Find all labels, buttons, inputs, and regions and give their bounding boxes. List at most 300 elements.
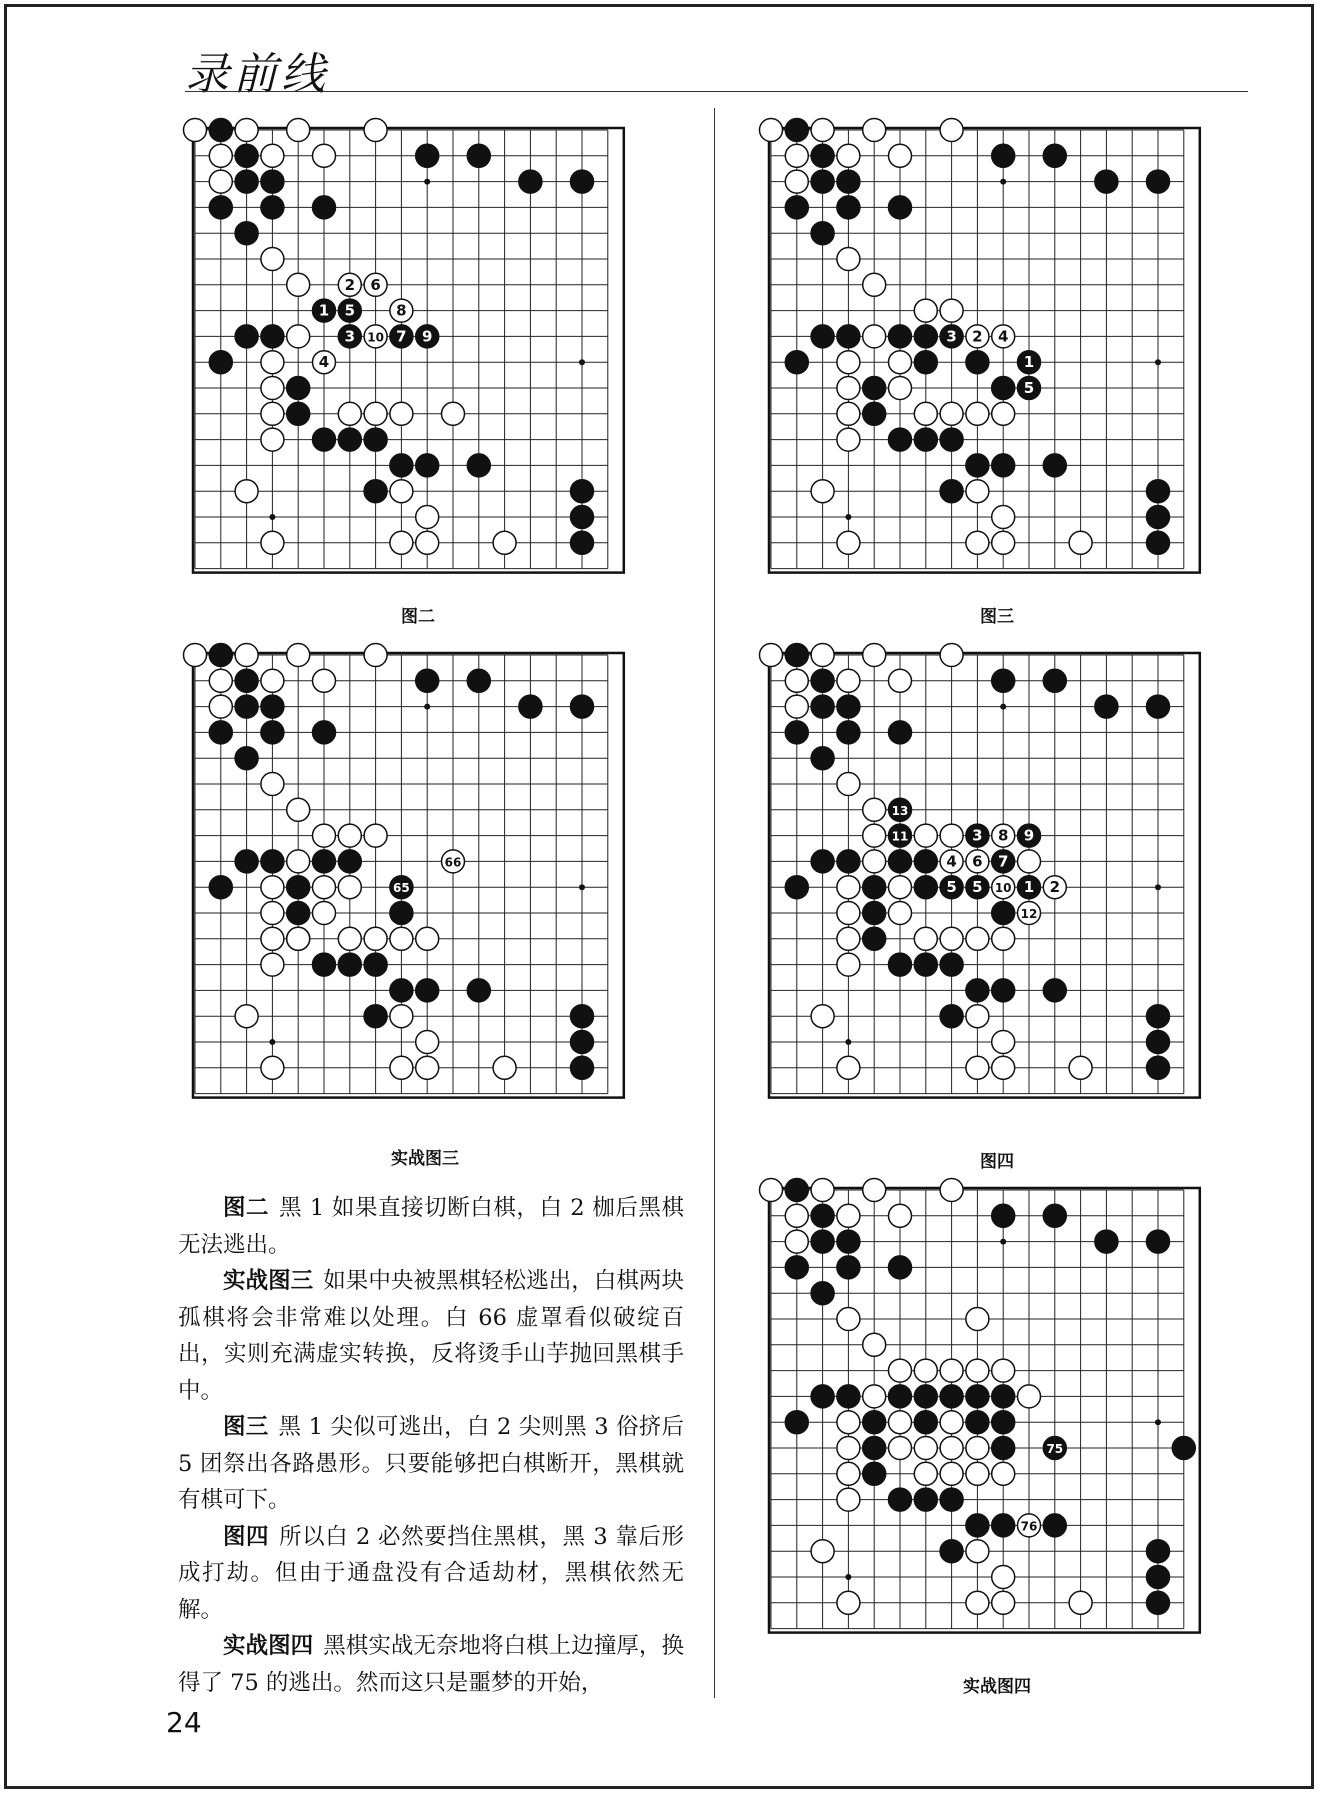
go-board-real3 <box>180 640 641 1117</box>
black-stone <box>940 953 963 976</box>
white-stone <box>811 480 834 503</box>
black-stone <box>992 1514 1015 1537</box>
white-stone <box>261 772 284 795</box>
black-stone <box>416 144 439 167</box>
white-stone <box>863 850 886 873</box>
white-stone <box>966 1307 989 1330</box>
black-stone <box>837 850 860 873</box>
black-stone <box>209 118 232 141</box>
black-stone <box>570 695 593 718</box>
white-stone <box>888 901 911 924</box>
caption-fig2: 图二 <box>401 607 435 627</box>
black-stone <box>1146 1030 1169 1053</box>
black-stone <box>888 850 911 873</box>
white-stone <box>235 480 258 503</box>
white-stone <box>287 927 310 950</box>
white-stone <box>235 643 258 666</box>
black-stone <box>837 721 860 744</box>
white-stone <box>966 1436 989 1459</box>
black-stone <box>467 669 490 692</box>
white-stone <box>811 643 834 666</box>
black-stone <box>992 376 1015 399</box>
white-stone <box>863 798 886 821</box>
white-stone <box>261 376 284 399</box>
black-stone <box>811 850 834 873</box>
white-stone <box>1069 1591 1092 1614</box>
white-stone <box>914 1462 937 1485</box>
black-stone <box>1043 979 1066 1002</box>
black-stone <box>785 643 808 666</box>
move-number-label: 4 <box>318 353 330 372</box>
black-stone <box>888 721 911 744</box>
white-stone <box>837 1488 860 1511</box>
black-stone <box>992 901 1015 924</box>
white-stone <box>338 824 361 847</box>
black-stone <box>863 927 886 950</box>
star-point <box>1000 1239 1006 1245</box>
paragraph-fig2: 图二 黑 1 如果直接切断白棋，白 2 枷后黑棋无法逃出。 <box>178 1195 684 1258</box>
black-stone <box>1095 695 1118 718</box>
black-stone <box>863 1411 886 1434</box>
white-stone <box>390 927 413 950</box>
white-stone <box>760 1179 783 1202</box>
white-stone <box>837 144 860 167</box>
board-real4 <box>756 1175 1217 1652</box>
white-stone <box>785 1204 808 1227</box>
black-stone <box>992 454 1015 477</box>
white-stone <box>837 772 860 795</box>
white-stone <box>940 1411 963 1434</box>
move-number-label: 2 <box>344 275 356 294</box>
white-stone <box>287 325 310 348</box>
move-number-label: 1 <box>318 301 330 320</box>
black-stone <box>235 170 258 193</box>
white-stone <box>966 1359 989 1382</box>
move-number-label: 7 <box>997 852 1009 871</box>
black-stone <box>1172 1436 1195 1459</box>
white-stone <box>966 1005 989 1028</box>
white-stone <box>966 402 989 425</box>
black-stone <box>364 428 387 451</box>
black-stone <box>863 876 886 899</box>
black-stone <box>1043 1204 1066 1227</box>
white-stone <box>837 1436 860 1459</box>
white-stone <box>261 1056 284 1079</box>
paragraph-real3: 实战图三 如果中央被黑棋轻松逃出，白棋两块孤棋将会非常难以处理。白 66 虚罩看似破绽百出，实则充满虚实转换，反将烫手山芋抛回黑棋手中。 <box>178 1268 684 1404</box>
move-number-label: 9 <box>421 327 433 346</box>
white-stone <box>837 531 860 554</box>
white-stone <box>493 1056 516 1079</box>
black-stone <box>940 1488 963 1511</box>
black-stone <box>519 695 542 718</box>
black-stone <box>416 669 439 692</box>
white-stone <box>209 669 232 692</box>
black-stone <box>416 454 439 477</box>
white-stone <box>940 1179 963 1202</box>
black-stone <box>837 1230 860 1253</box>
white-stone <box>364 927 387 950</box>
white-stone <box>837 247 860 270</box>
move-number-label: 8 <box>997 826 1009 845</box>
white-stone <box>493 531 516 554</box>
white-stone <box>364 402 387 425</box>
white-stone <box>785 144 808 167</box>
black-stone <box>338 428 361 451</box>
star-point <box>1155 1419 1161 1425</box>
white-stone <box>966 480 989 503</box>
white-stone <box>261 531 284 554</box>
move-number-label: 4 <box>946 852 957 871</box>
move-number-label: 10 <box>367 330 384 345</box>
move-number-label: 5 <box>1023 378 1035 397</box>
black-stone <box>570 505 593 528</box>
star-point <box>269 1039 275 1045</box>
white-stone <box>261 927 284 950</box>
star-point <box>579 884 585 890</box>
white-stone <box>940 927 963 950</box>
white-stone <box>837 669 860 692</box>
black-stone <box>914 1488 937 1511</box>
white-stone <box>966 1591 989 1614</box>
white-stone <box>992 531 1015 554</box>
column-divider <box>714 108 715 1698</box>
star-point <box>845 514 851 520</box>
star-point <box>424 179 430 185</box>
caption-fig4: 图四 <box>980 1152 1014 1172</box>
header-rule <box>185 91 1248 92</box>
white-stone <box>338 402 361 425</box>
move-number-label: 3 <box>972 826 983 845</box>
white-stone <box>785 1230 808 1253</box>
move-number-label: 8 <box>396 301 407 320</box>
go-board-fig3 <box>756 115 1217 592</box>
black-stone <box>209 196 232 219</box>
black-stone <box>992 1385 1015 1408</box>
move-number-label: 2 <box>972 327 983 346</box>
white-stone <box>863 1179 886 1202</box>
white-stone <box>1069 1056 1092 1079</box>
white-stone <box>184 643 207 666</box>
white-stone <box>863 643 886 666</box>
black-stone <box>863 901 886 924</box>
black-stone <box>1043 144 1066 167</box>
black-stone <box>1146 695 1169 718</box>
paragraph-real4: 实战图四 黑棋实战无奈地将白棋上边撞厚，换得了 75 的逃出。然而这只是噩梦的开始， <box>178 1633 684 1696</box>
white-stone <box>966 1056 989 1079</box>
black-stone <box>261 325 284 348</box>
black-stone <box>914 1385 937 1408</box>
black-stone <box>287 876 310 899</box>
white-stone <box>992 927 1015 950</box>
move-number-label: 1 <box>1023 353 1035 372</box>
white-stone <box>966 927 989 950</box>
white-stone <box>888 669 911 692</box>
black-stone <box>992 1204 1015 1227</box>
black-stone <box>261 196 284 219</box>
white-stone <box>837 876 860 899</box>
go-board-real4 <box>756 1175 1217 1652</box>
black-stone <box>992 1411 1015 1434</box>
white-stone <box>966 1462 989 1485</box>
black-stone <box>785 721 808 744</box>
black-stone <box>811 695 834 718</box>
black-stone <box>570 1056 593 1079</box>
black-stone <box>235 747 258 770</box>
black-stone <box>1146 480 1169 503</box>
black-stone <box>966 1411 989 1434</box>
black-stone <box>1146 1540 1169 1563</box>
page-number: 24 <box>166 1706 202 1739</box>
black-stone <box>261 170 284 193</box>
white-stone <box>811 1179 834 1202</box>
black-stone <box>1146 531 1169 554</box>
move-number-label: 1 <box>1023 878 1035 897</box>
white-stone <box>235 118 258 141</box>
black-stone <box>888 953 911 976</box>
black-stone <box>390 454 413 477</box>
white-stone <box>287 118 310 141</box>
black-stone <box>811 170 834 193</box>
black-stone <box>837 170 860 193</box>
star-point <box>1000 704 1006 710</box>
white-stone <box>416 1030 439 1053</box>
black-stone <box>209 643 232 666</box>
white-stone <box>390 1056 413 1079</box>
black-stone <box>966 351 989 374</box>
move-number-label: 3 <box>946 327 957 346</box>
black-stone <box>1043 454 1066 477</box>
black-stone <box>364 1005 387 1028</box>
white-stone <box>992 1565 1015 1588</box>
white-stone <box>184 118 207 141</box>
black-stone <box>888 428 911 451</box>
black-stone <box>287 901 310 924</box>
white-stone <box>261 144 284 167</box>
white-stone <box>888 144 911 167</box>
move-number-label: 5 <box>946 878 957 897</box>
white-stone <box>940 118 963 141</box>
black-stone <box>1146 1591 1169 1614</box>
white-stone <box>416 531 439 554</box>
black-stone <box>1146 1565 1169 1588</box>
white-stone <box>235 1005 258 1028</box>
go-board-fig2 <box>180 115 641 592</box>
white-stone <box>992 1359 1015 1382</box>
white-stone <box>261 247 284 270</box>
black-stone <box>811 222 834 245</box>
white-stone <box>992 505 1015 528</box>
white-stone <box>338 927 361 950</box>
move-number-label: 9 <box>1023 826 1035 845</box>
black-stone <box>888 1256 911 1279</box>
star-point <box>1155 359 1161 365</box>
black-stone <box>570 480 593 503</box>
white-stone <box>837 1462 860 1485</box>
white-stone <box>992 1591 1015 1614</box>
move-number-label: 3 <box>344 327 356 346</box>
white-stone <box>261 351 284 374</box>
black-stone <box>785 118 808 141</box>
white-stone <box>287 273 310 296</box>
white-stone <box>914 402 937 425</box>
star-point <box>269 514 275 520</box>
black-stone <box>235 325 258 348</box>
white-stone <box>811 118 834 141</box>
black-stone <box>966 979 989 1002</box>
white-stone <box>837 1056 860 1079</box>
white-stone <box>888 376 911 399</box>
black-stone <box>966 1385 989 1408</box>
go-board-fig4 <box>756 640 1217 1117</box>
white-stone <box>390 480 413 503</box>
black-stone <box>261 850 284 873</box>
black-stone <box>312 428 335 451</box>
black-stone <box>235 669 258 692</box>
black-stone <box>914 1411 937 1434</box>
white-stone <box>888 1436 911 1459</box>
white-stone <box>940 402 963 425</box>
move-number-label: 6 <box>972 852 983 871</box>
black-stone <box>992 979 1015 1002</box>
black-stone <box>811 325 834 348</box>
white-stone <box>914 1359 937 1382</box>
white-stone <box>338 876 361 899</box>
black-stone <box>785 1179 808 1202</box>
star-point <box>845 1574 851 1580</box>
black-stone <box>914 325 937 348</box>
commentary-text <box>178 1190 684 1701</box>
star-point <box>424 704 430 710</box>
black-stone <box>390 979 413 1002</box>
white-stone <box>261 428 284 451</box>
white-stone <box>940 1462 963 1485</box>
white-stone <box>261 402 284 425</box>
black-stone <box>837 325 860 348</box>
black-stone <box>338 953 361 976</box>
white-stone <box>914 299 937 322</box>
black-stone <box>785 876 808 899</box>
black-stone <box>914 953 937 976</box>
board-real3 <box>180 640 641 1117</box>
board-fig2 <box>180 115 641 592</box>
black-stone <box>1095 170 1118 193</box>
white-stone <box>992 402 1015 425</box>
white-stone <box>209 695 232 718</box>
white-stone <box>312 824 335 847</box>
black-stone <box>837 1256 860 1279</box>
black-stone <box>209 721 232 744</box>
board-fig3 <box>756 115 1217 592</box>
white-stone <box>287 643 310 666</box>
white-stone <box>992 1462 1015 1485</box>
move-number-label: 5 <box>344 301 356 320</box>
black-stone <box>785 196 808 219</box>
black-stone <box>570 531 593 554</box>
white-stone <box>261 669 284 692</box>
white-stone <box>940 1359 963 1382</box>
white-stone <box>940 643 963 666</box>
black-stone <box>863 1436 886 1459</box>
black-stone <box>992 669 1015 692</box>
black-stone <box>1095 1230 1118 1253</box>
white-stone <box>863 1333 886 1356</box>
black-stone <box>312 196 335 219</box>
white-stone <box>837 402 860 425</box>
black-stone <box>888 1385 911 1408</box>
black-stone <box>811 144 834 167</box>
black-stone <box>940 428 963 451</box>
white-stone <box>209 170 232 193</box>
black-stone <box>1146 170 1169 193</box>
star-point <box>579 359 585 365</box>
board-fig4 <box>756 640 1217 1117</box>
black-stone <box>261 695 284 718</box>
white-stone <box>390 402 413 425</box>
white-stone <box>837 376 860 399</box>
black-stone <box>390 901 413 924</box>
black-stone <box>992 1436 1015 1459</box>
white-stone <box>992 1030 1015 1053</box>
white-stone <box>940 299 963 322</box>
white-stone <box>863 325 886 348</box>
white-stone <box>837 927 860 950</box>
black-stone <box>570 170 593 193</box>
black-stone <box>837 1385 860 1408</box>
black-stone <box>940 1385 963 1408</box>
move-number-label: 4 <box>997 327 1009 346</box>
white-stone <box>888 876 911 899</box>
paragraph-fig4: 图四 所以白 2 必然要挡住黑棋，黑 3 靠后形成打劫。但由于通盘没有合适劫材，黑棋依然无解。 <box>178 1523 684 1623</box>
white-stone <box>261 953 284 976</box>
black-stone <box>966 1514 989 1537</box>
white-stone <box>1017 850 1040 873</box>
move-number-label: 12 <box>1020 906 1038 921</box>
black-stone <box>914 876 937 899</box>
white-stone <box>390 1005 413 1028</box>
white-stone <box>863 273 886 296</box>
header-title: 录前线 <box>185 49 329 100</box>
white-stone <box>966 1540 989 1563</box>
white-stone <box>992 1056 1015 1079</box>
black-stone <box>785 1256 808 1279</box>
black-stone <box>416 979 439 1002</box>
black-stone <box>467 454 490 477</box>
black-stone <box>888 1488 911 1511</box>
move-number-label: 11 <box>891 829 909 844</box>
white-stone <box>811 1540 834 1563</box>
black-stone <box>209 351 232 374</box>
white-stone <box>837 901 860 924</box>
move-number-label: 13 <box>891 803 909 818</box>
white-stone <box>441 402 464 425</box>
black-stone <box>287 376 310 399</box>
white-stone <box>837 428 860 451</box>
black-stone <box>570 1005 593 1028</box>
black-stone <box>312 953 335 976</box>
move-number-label: 10 <box>994 881 1012 896</box>
white-stone <box>837 1591 860 1614</box>
white-stone <box>390 531 413 554</box>
black-stone <box>785 1411 808 1434</box>
white-stone <box>940 1436 963 1459</box>
move-number-label: 76 <box>1020 1519 1038 1534</box>
white-stone <box>287 798 310 821</box>
move-number-label: 6 <box>370 275 381 294</box>
white-stone <box>914 927 937 950</box>
black-stone <box>992 144 1015 167</box>
black-stone <box>209 876 232 899</box>
white-stone <box>863 1385 886 1408</box>
